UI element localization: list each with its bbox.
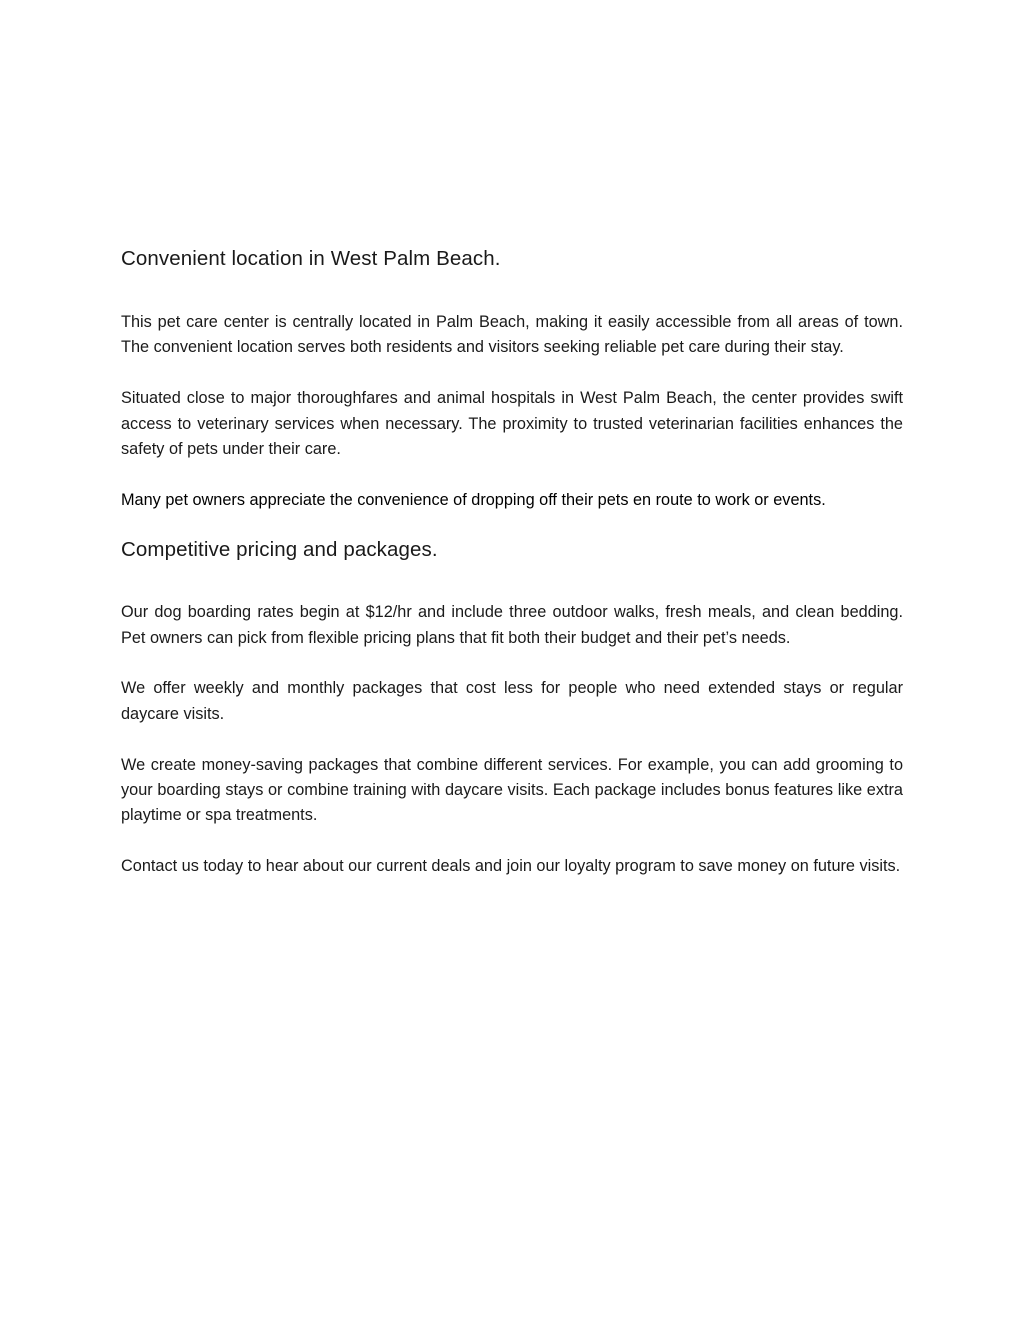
paragraph-pricing-rates: Our dog boarding rates begin at $12/hr and include three outdoor walks, fresh meals, and clean bedding. Pet owners can pick from flexible pricing plans that fit both their budget and their pet’s needs. — [121, 603, 903, 647]
paragraph-location-dropoff: Many pet owners appreciate the convenience of dropping off their pets en route to work or events. — [121, 490, 826, 509]
paragraph-location-veterinary: Situated close to major thoroughfares and animal hospitals in West Palm Beach, the center provides swift access to veterinary services when necessary. The proximity to trusted veterinarian facilities enhances the safety of pets under their care. — [121, 389, 903, 459]
paragraph-location-intro: This pet care center is centrally located in Palm Beach, making it easily accessible from all areas of town. The convenient location serves both residents and visitors seeking reliable pet care during their stay. — [121, 313, 903, 357]
section-heading-location: Convenient location in West Palm Beach. — [121, 247, 501, 270]
paragraph-pricing-packages: We offer weekly and monthly packages that cost less for people who need extended stays or regular daycare visits. — [121, 679, 903, 723]
section-heading-pricing: Competitive pricing and packages. — [121, 538, 438, 562]
paragraph-pricing-bundles: We create money-saving packages that combine different services. For example, you can add grooming to your boarding stays or combine training with daycare visits. Each package includes bonus features like extra playtime or spa treatments. — [121, 755, 903, 825]
document-page — [121, 240, 903, 880]
paragraph-pricing-contact: Contact us today to hear about our current deals and join our loyalty program to save money on future visits. — [121, 857, 901, 876]
